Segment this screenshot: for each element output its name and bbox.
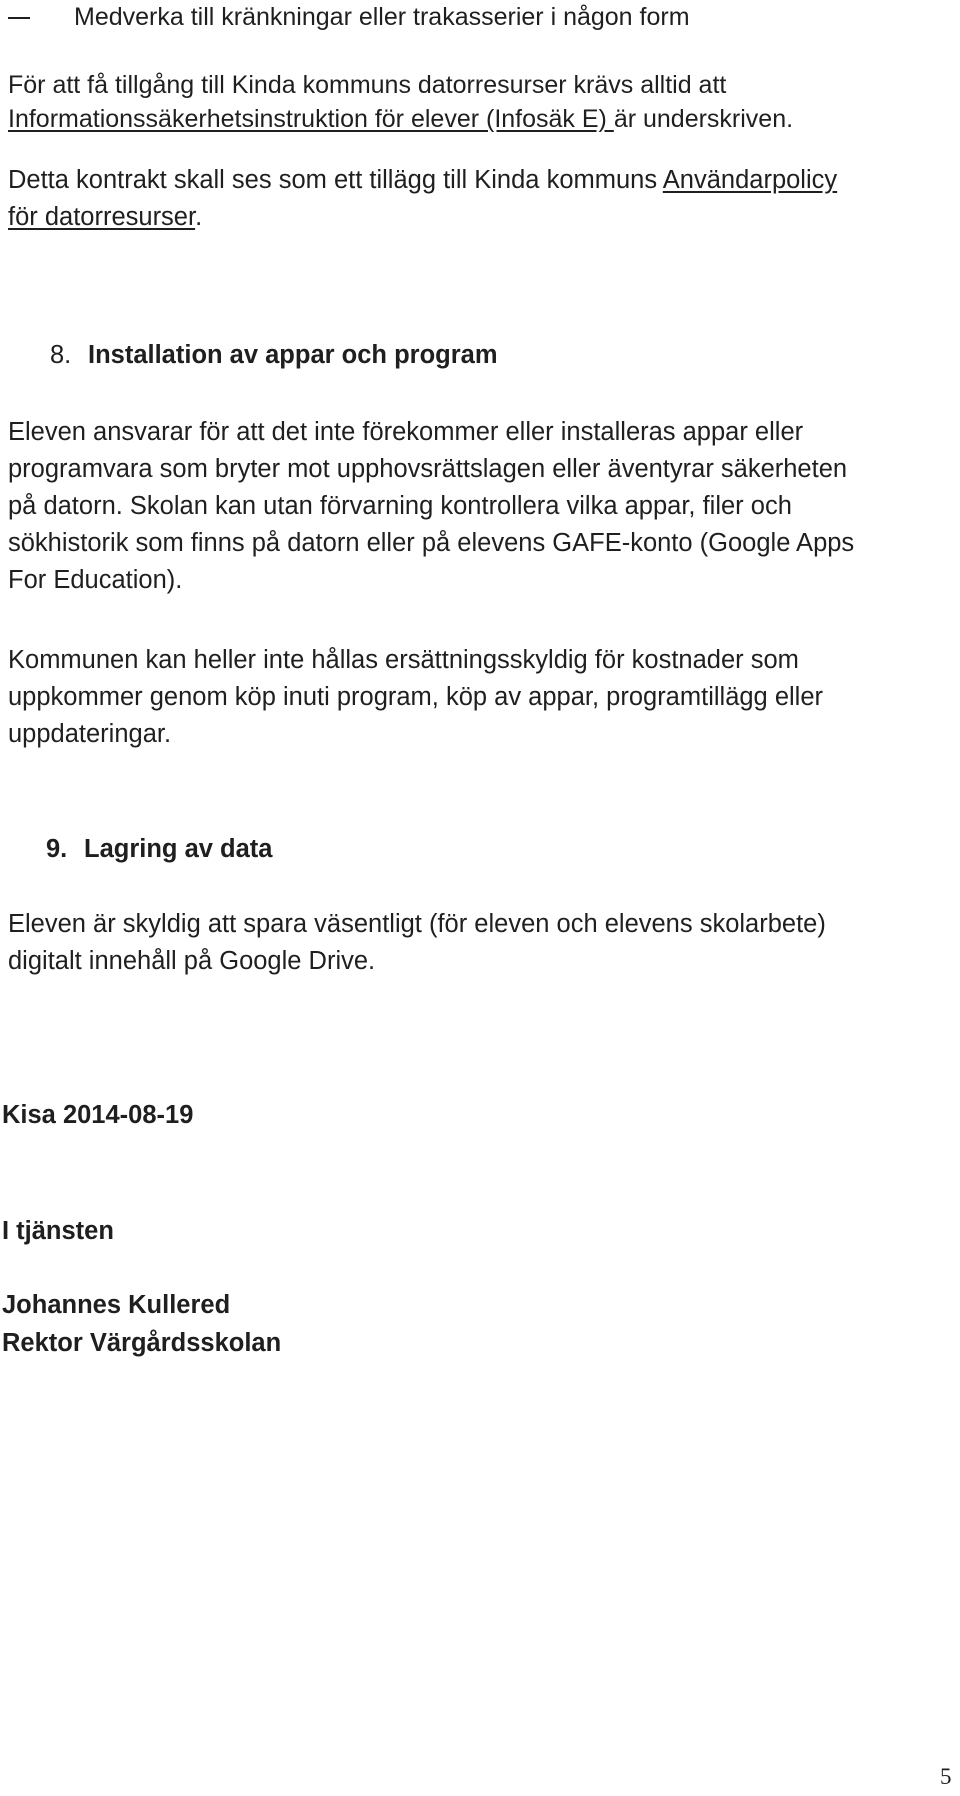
infosak-link[interactable]: Informationssäkerhetsinstruktion för elever (Infosäk E) — [8, 105, 614, 133]
contract-text: Detta kontrakt skall ses som ett tillägg till Kinda kommuns — [8, 166, 663, 194]
dash-bullet-icon — [8, 17, 30, 19]
s8-p1-line-1: Eleven ansvarar för att det inte förekommer eller installeras appar eller — [8, 418, 804, 446]
section-9-title: Lagring av data — [84, 835, 273, 863]
page-number: 5 — [940, 1764, 952, 1789]
bullet-item — [8, 0, 690, 34]
bullet-text: Medverka till kränkningar eller trakasserier i någon form — [74, 3, 690, 31]
section-8-paragraph-2 — [8, 642, 823, 753]
policy-link-part-2[interactable]: för datorresurser — [8, 203, 196, 231]
access-line-2 — [8, 102, 793, 136]
s9-p1-line-1: Eleven är skyldig att spara väsentligt (för eleven och elevens skolarbete) — [8, 910, 826, 938]
access-paragraph — [8, 68, 793, 136]
s8-p1-line-3: på datorn. Skolan kan utan förvarning kontrollera vilka appar, filer och — [8, 492, 792, 520]
s8-p1-line-5: For Education). — [8, 566, 183, 594]
policy-link-part-1[interactable]: Användarpolicy — [662, 166, 838, 194]
section-8-heading — [50, 338, 498, 372]
contract-paragraph — [8, 162, 837, 236]
section-9-number: 9. — [46, 835, 68, 863]
place-date: Kisa 2014-08-19 — [2, 1101, 194, 1129]
s8-p2-line-3: uppdateringar. — [8, 720, 172, 748]
access-line-1: För att få tillgång till Kinda kommuns datorresurser krävs alltid att — [8, 71, 727, 99]
s8-p2-line-1: Kommunen kan heller inte hållas ersättningsskyldig för kostnader som — [8, 646, 799, 674]
section-9-paragraph — [8, 906, 826, 980]
s8-p2-line-2: uppkommer genom köp inuti program, köp av appar, programtillägg eller — [8, 683, 824, 711]
contract-line-1 — [8, 162, 837, 199]
section-8-paragraph-1 — [8, 414, 854, 599]
section-8-title: Installation av appar och program — [88, 341, 498, 369]
access-rest: är underskriven. — [613, 105, 794, 133]
s8-p1-line-2: programvara som bryter mot upphovsrättslagen eller äventyrar säkerheten — [8, 455, 848, 483]
s8-p1-line-4: sökhistorik som finns på datorn eller på elevens GAFE-konto (Google Apps — [8, 529, 855, 557]
section-9-heading — [46, 832, 272, 866]
section-8-number: 8. — [50, 341, 72, 369]
signatory-role: Rektor Värgårdsskolan — [2, 1329, 282, 1357]
contract-line-2 — [8, 199, 837, 236]
signatory-name: Johannes Kullered — [2, 1291, 231, 1319]
s9-p1-line-2: digitalt innehåll på Google Drive. — [8, 947, 376, 975]
contract-end: . — [195, 203, 203, 231]
on-behalf: I tjänsten — [2, 1217, 114, 1245]
